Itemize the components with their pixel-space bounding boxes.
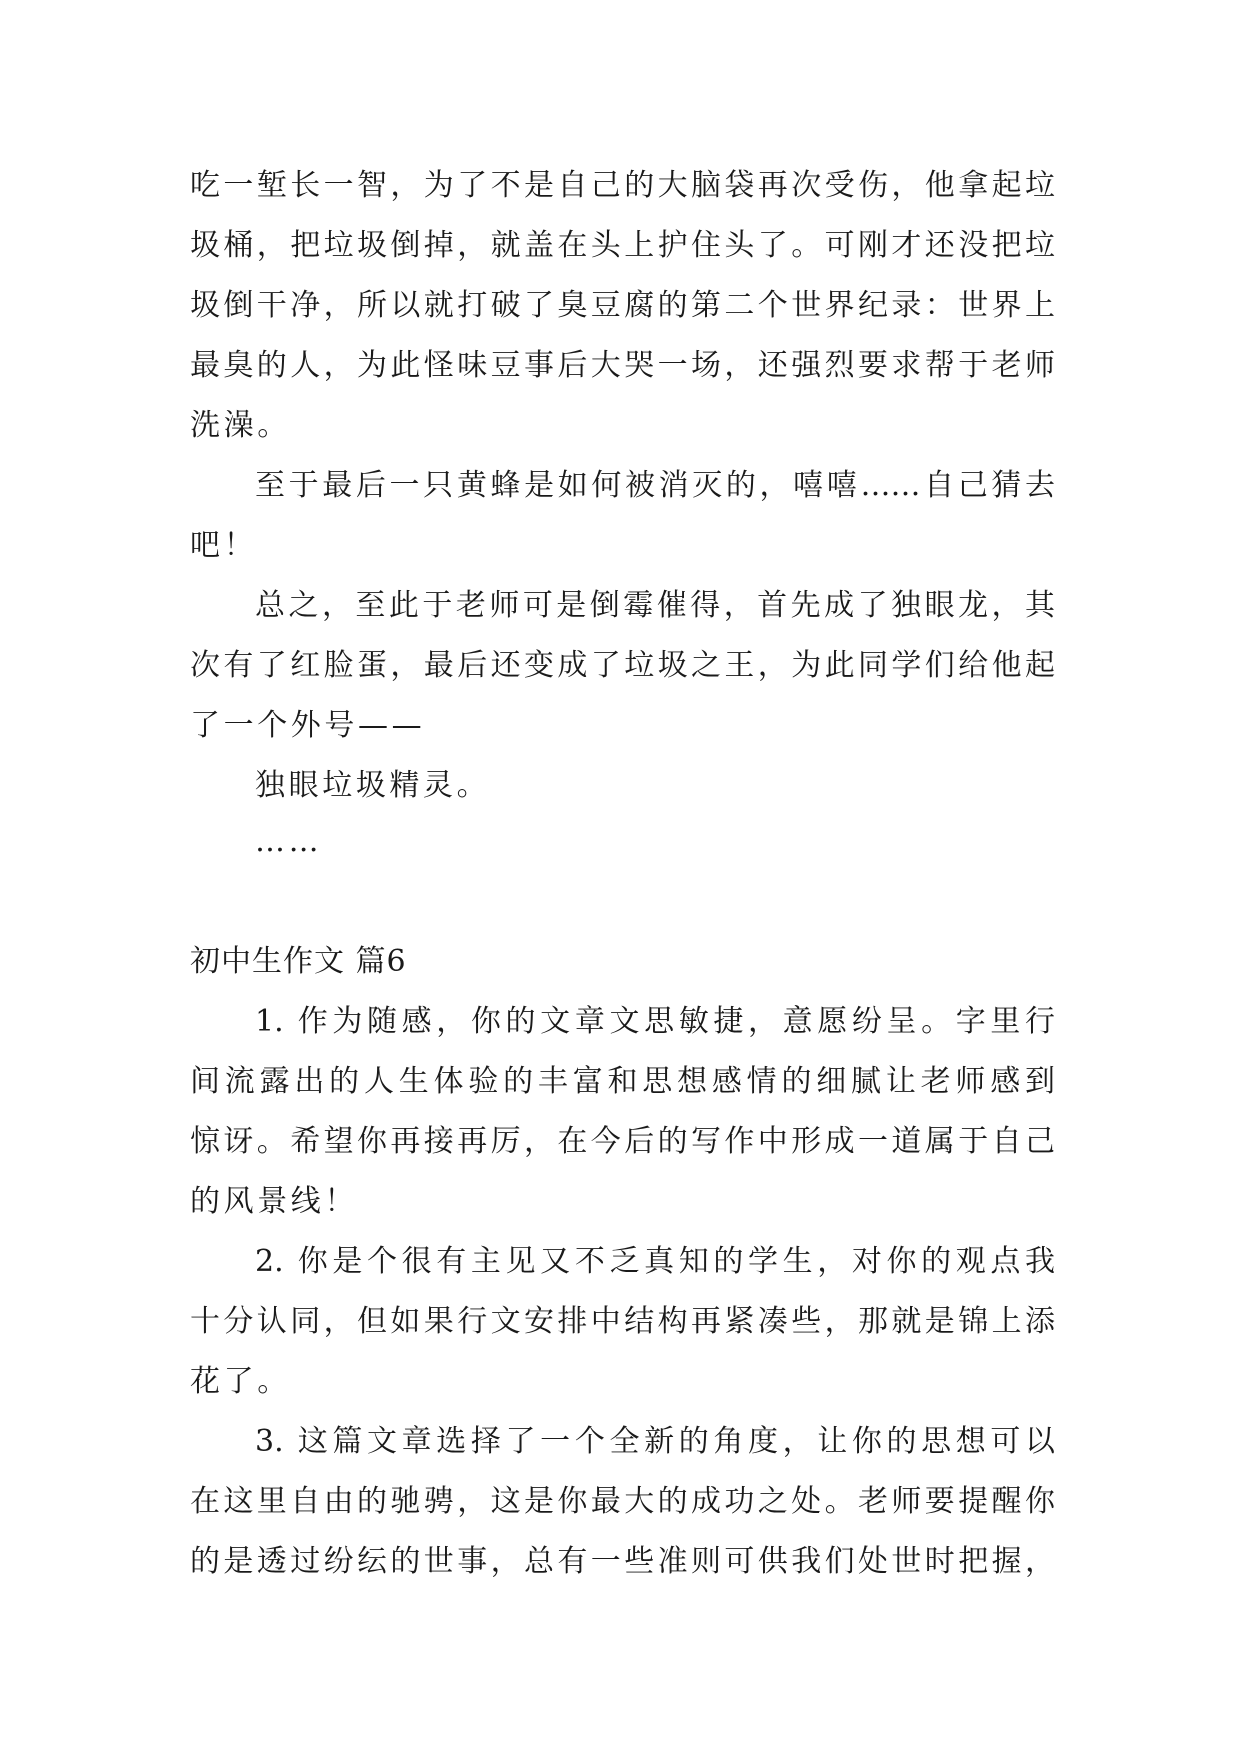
text-line: 的是透过纷纭的世事，总有一些准则可供我们处世时把握， (190, 1544, 1055, 1579)
ellipsis-line: …… (255, 824, 323, 859)
text-line: 总之，至此于老师可是倒霉催得，首先成了独眼龙，其 (255, 588, 1055, 623)
text-line: 在这里自由的驰骋，这是你最大的成功之处。老师要提醒你 (190, 1484, 1055, 1519)
text-line: 了一个外号—— (190, 708, 426, 743)
text-line: 吧！ (190, 528, 258, 563)
text-line: 惊讶。希望你再接再厉，在今后的写作中形成一道属于自己 (190, 1124, 1055, 1159)
text-line: 3. 这篇文章选择了一个全新的角度，让你的思想可以 (255, 1424, 1055, 1459)
text-line: 圾倒干净，所以就打破了臭豆腐的第二个世界纪录：世界上 (190, 288, 1055, 323)
text-line: 的风景线！ (190, 1184, 358, 1219)
text-line: 2. 你是个很有主见又不乏真知的学生，对你的观点我 (255, 1244, 1055, 1279)
text-line: 花了。 (190, 1364, 291, 1399)
text-line: 1. 作为随感，你的文章文思敏捷，意愿纷呈。字里行 (255, 1004, 1055, 1039)
text-line: 次有了红脸蛋，最后还变成了垃圾之王，为此同学们给他起 (190, 648, 1055, 683)
text-line: 间流露出的人生体验的丰富和思想感情的细腻让老师感到 (190, 1064, 1055, 1099)
text-line: 至于最后一只黄蜂是如何被消灭的，嘻嘻……自己猜去 (255, 468, 1055, 503)
text-line: 十分认同，但如果行文安排中结构再紧凑些，那就是锦上添 (190, 1304, 1055, 1339)
text-line: 吃一堑长一智，为了不是自己的大脑袋再次受伤，他拿起垃 (190, 168, 1055, 203)
text-line: 洗澡。 (190, 408, 291, 443)
text-line: 独眼垃圾精灵。 (255, 768, 491, 803)
text-line: 圾桶，把垃圾倒掉，就盖在头上护住头了。可刚才还没把垃 (190, 228, 1055, 263)
text-line: 最臭的人，为此怪味豆事后大哭一场，还强烈要求帮于老师 (190, 348, 1055, 383)
section-heading: 初中生作文 篇6 (190, 944, 407, 979)
